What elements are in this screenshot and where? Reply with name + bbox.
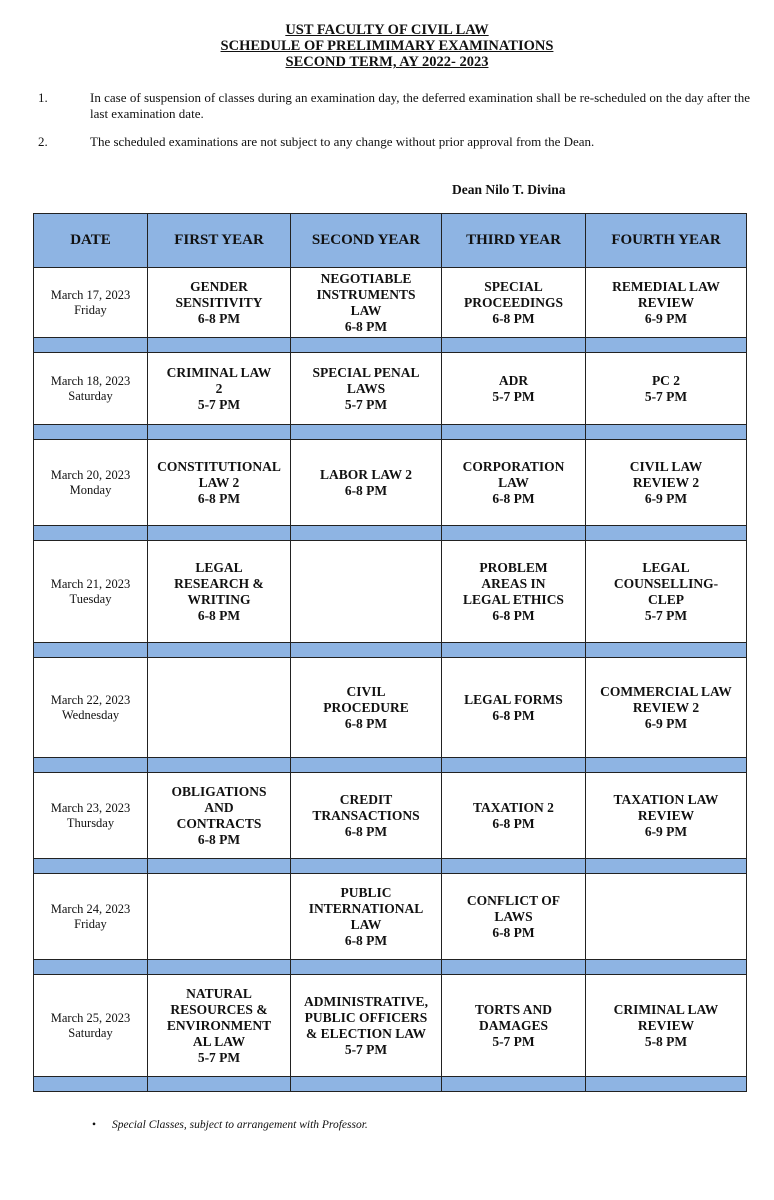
exam-time: 6-8 PM bbox=[197, 310, 241, 326]
document-header bbox=[0, 22, 774, 70]
first-year-cell bbox=[148, 874, 291, 960]
exam-time: 6-8 PM bbox=[344, 482, 388, 498]
separator-row bbox=[34, 758, 747, 773]
third-year-cell bbox=[442, 353, 586, 425]
footnote-text: Special Classes, subject to arrangement with Professor. bbox=[112, 1119, 368, 1131]
exam-time: 6-8 PM bbox=[492, 815, 535, 831]
separator-cell bbox=[148, 526, 291, 541]
exam-time: 6-8 PM bbox=[344, 932, 388, 948]
exam-time: 5-7 PM bbox=[197, 396, 241, 412]
date-cell bbox=[34, 268, 148, 338]
separator-cell bbox=[291, 758, 442, 773]
exam-day: Saturday bbox=[68, 388, 113, 403]
exam-date: March 21, 2023 bbox=[50, 576, 131, 591]
exam-time: 6-8 PM bbox=[344, 823, 388, 839]
subject-name: CIVIL LAW REVIEW 2 bbox=[629, 458, 703, 490]
second-year-cell bbox=[291, 658, 442, 758]
exam-date: March 22, 2023 bbox=[50, 692, 131, 707]
bullet-icon: • bbox=[92, 1119, 97, 1131]
exam-day: Saturday bbox=[68, 1025, 113, 1040]
exam-time: 5-7 PM bbox=[344, 396, 388, 412]
date-cell bbox=[34, 353, 148, 425]
third-year-cell bbox=[442, 773, 586, 859]
second-year-cell bbox=[291, 268, 442, 338]
note-text: In case of suspension of classes during an examination day, the deferred examination shall be re-scheduled on the day after the last examination date. bbox=[90, 90, 750, 121]
exam-time: 5-8 PM bbox=[644, 1033, 688, 1049]
subject-name: NEGOTIABLE INSTRUMENTS LAW bbox=[316, 270, 416, 318]
separator-row bbox=[34, 338, 747, 353]
date-cell bbox=[34, 541, 148, 643]
separator-cell bbox=[442, 1077, 586, 1092]
subject-name: CONFLICT OF LAWS bbox=[466, 892, 561, 924]
table-row bbox=[34, 658, 747, 758]
subject-name: LEGAL RESEARCH & WRITING bbox=[174, 559, 264, 607]
subject-name: REMEDIAL LAW REVIEW bbox=[612, 278, 720, 310]
notes-list bbox=[38, 90, 750, 162]
faculty-title: UST FACULTY OF CIVIL LAW bbox=[285, 22, 489, 38]
column-header-second-year: SECOND YEAR bbox=[291, 214, 442, 268]
term-title: SECOND TERM, AY 2022- 2023 bbox=[285, 54, 489, 70]
fourth-year-cell bbox=[586, 773, 747, 859]
table-row bbox=[34, 773, 747, 859]
separator-cell bbox=[442, 338, 586, 353]
exam-date: March 18, 2023 bbox=[50, 373, 131, 388]
exam-date: March 25, 2023 bbox=[50, 1010, 131, 1025]
subject-name: TAXATION LAW REVIEW bbox=[613, 791, 719, 823]
subject-name: TORTS AND DAMAGES bbox=[475, 1001, 552, 1033]
separator-cell bbox=[586, 425, 747, 440]
third-year-cell bbox=[442, 975, 586, 1077]
third-year-cell bbox=[442, 658, 586, 758]
separator-cell bbox=[586, 526, 747, 541]
separator-cell bbox=[34, 425, 148, 440]
separator-cell bbox=[291, 338, 442, 353]
exam-time: 5-7 PM bbox=[492, 1033, 535, 1049]
separator-cell bbox=[291, 960, 442, 975]
second-year-cell bbox=[291, 541, 442, 643]
date-cell bbox=[34, 874, 148, 960]
subject-name: TAXATION 2 bbox=[473, 799, 554, 815]
table-row bbox=[34, 268, 747, 338]
separator-cell bbox=[34, 960, 148, 975]
exam-time: 6-8 PM bbox=[197, 607, 241, 623]
separator-row bbox=[34, 859, 747, 874]
column-header-date: DATE bbox=[34, 214, 148, 268]
first-year-cell bbox=[148, 353, 291, 425]
exam-time: 6-8 PM bbox=[344, 318, 388, 334]
date-cell bbox=[34, 658, 148, 758]
exam-schedule-table bbox=[33, 213, 747, 1092]
exam-time: 6-8 PM bbox=[492, 924, 535, 940]
table-row bbox=[34, 440, 747, 526]
separator-cell bbox=[148, 643, 291, 658]
exam-day: Tuesday bbox=[69, 591, 112, 606]
table-row bbox=[34, 541, 747, 643]
fourth-year-cell bbox=[586, 658, 747, 758]
first-year-cell bbox=[148, 440, 291, 526]
subject-name: LEGAL FORMS bbox=[464, 691, 563, 707]
exam-time: 6-8 PM bbox=[492, 310, 535, 326]
second-year-cell bbox=[291, 975, 442, 1077]
first-year-cell bbox=[148, 975, 291, 1077]
separator-cell bbox=[442, 758, 586, 773]
fourth-year-cell bbox=[586, 353, 747, 425]
exam-time: 6-8 PM bbox=[492, 607, 535, 623]
separator-cell bbox=[442, 859, 586, 874]
separator-cell bbox=[586, 338, 747, 353]
first-year-cell bbox=[148, 773, 291, 859]
separator-cell bbox=[34, 643, 148, 658]
separator-cell bbox=[34, 758, 148, 773]
separator-cell bbox=[34, 1077, 148, 1092]
exam-date: March 17, 2023 bbox=[50, 287, 131, 302]
exam-time: 6-8 PM bbox=[492, 490, 535, 506]
separator-cell bbox=[586, 960, 747, 975]
exam-time: 6-8 PM bbox=[197, 490, 241, 506]
exam-date: March 23, 2023 bbox=[50, 800, 131, 815]
subject-name: NATURAL RESOURCES & ENVIRONMENT AL LAW bbox=[166, 985, 272, 1049]
exam-date: March 24, 2023 bbox=[50, 901, 131, 916]
separator-cell bbox=[291, 859, 442, 874]
third-year-cell bbox=[442, 541, 586, 643]
exam-day: Friday bbox=[74, 916, 107, 931]
third-year-cell bbox=[442, 874, 586, 960]
note-number: 1. bbox=[38, 90, 48, 105]
separator-cell bbox=[586, 758, 747, 773]
note-number: 2. bbox=[38, 134, 48, 149]
subject-name: SPECIAL PENAL LAWS bbox=[312, 364, 420, 396]
separator-cell bbox=[34, 338, 148, 353]
separator-cell bbox=[148, 1077, 291, 1092]
column-header-first-year: FIRST YEAR bbox=[148, 214, 291, 268]
separator-cell bbox=[34, 526, 148, 541]
exam-time: 6-8 PM bbox=[344, 715, 388, 731]
separator-cell bbox=[442, 960, 586, 975]
subject-name: ADMINISTRATIVE, PUBLIC OFFICERS & ELECTION LAW bbox=[304, 993, 428, 1041]
fourth-year-cell bbox=[586, 268, 747, 338]
subject-name: ADR bbox=[498, 372, 529, 388]
second-year-cell bbox=[291, 874, 442, 960]
signatory: Dean Nilo T. Divina bbox=[452, 182, 566, 197]
separator-cell bbox=[34, 859, 148, 874]
separator-cell bbox=[291, 1077, 442, 1092]
first-year-cell bbox=[148, 541, 291, 643]
exam-date: March 20, 2023 bbox=[50, 467, 131, 482]
separator-cell bbox=[148, 425, 291, 440]
subject-name: CONSTITUTIONAL LAW 2 bbox=[157, 458, 281, 490]
exam-day: Friday bbox=[74, 302, 107, 317]
separator-cell bbox=[148, 758, 291, 773]
column-header-third-year: THIRD YEAR bbox=[442, 214, 586, 268]
column-header-fourth-year: FOURTH YEAR bbox=[586, 214, 747, 268]
fourth-year-cell bbox=[586, 440, 747, 526]
separator-cell bbox=[442, 643, 586, 658]
separator-cell bbox=[291, 643, 442, 658]
schedule-title: SCHEDULE OF PRELIMIMARY EXAMINATIONS bbox=[220, 38, 554, 54]
separator-cell bbox=[148, 859, 291, 874]
subject-name: CORPORATION LAW bbox=[462, 458, 565, 490]
subject-name: LEGAL COUNSELLING- CLEP bbox=[613, 559, 719, 607]
second-year-cell bbox=[291, 353, 442, 425]
third-year-cell bbox=[442, 268, 586, 338]
third-year-cell bbox=[442, 440, 586, 526]
separator-row bbox=[34, 643, 747, 658]
note-item bbox=[38, 134, 750, 150]
exam-day: Wednesday bbox=[61, 707, 120, 722]
exam-time: 5-7 PM bbox=[197, 1049, 241, 1065]
table-header-row bbox=[34, 214, 747, 268]
exam-time: 6-8 PM bbox=[197, 831, 241, 847]
subject-name: PROBLEM AREAS IN LEGAL ETHICS bbox=[463, 559, 564, 607]
table-row bbox=[34, 353, 747, 425]
separator-cell bbox=[586, 643, 747, 658]
separator-cell bbox=[586, 1077, 747, 1092]
subject-name: CRIMINAL LAW 2 bbox=[166, 364, 272, 396]
exam-time: 6-9 PM bbox=[644, 715, 688, 731]
note-item bbox=[38, 90, 750, 122]
fourth-year-cell bbox=[586, 975, 747, 1077]
subject-name: GENDER SENSITIVITY bbox=[175, 278, 263, 310]
date-cell bbox=[34, 773, 148, 859]
subject-name: CRIMINAL LAW REVIEW bbox=[613, 1001, 719, 1033]
subject-name: SPECIAL PROCEEDINGS bbox=[463, 278, 563, 310]
second-year-cell bbox=[291, 440, 442, 526]
subject-name: LABOR LAW 2 bbox=[319, 466, 413, 482]
note-text: The scheduled examinations are not subject to any change without prior approval from the Dean. bbox=[90, 134, 595, 149]
exam-day: Thursday bbox=[66, 815, 115, 830]
exam-time: 5-7 PM bbox=[492, 388, 535, 404]
exam-time: 6-9 PM bbox=[644, 310, 688, 326]
separator-cell bbox=[291, 526, 442, 541]
exam-time: 6-8 PM bbox=[492, 707, 535, 723]
separator-row bbox=[34, 526, 747, 541]
separator-cell bbox=[291, 425, 442, 440]
subject-name: CIVIL PROCEDURE bbox=[323, 683, 409, 715]
exam-time: 5-7 PM bbox=[344, 1041, 388, 1057]
exam-time: 5-7 PM bbox=[644, 607, 688, 623]
first-year-cell bbox=[148, 658, 291, 758]
date-cell bbox=[34, 975, 148, 1077]
second-year-cell bbox=[291, 773, 442, 859]
subject-name: CREDIT TRANSACTIONS bbox=[312, 791, 420, 823]
table-row bbox=[34, 874, 747, 960]
exam-time: 5-7 PM bbox=[644, 388, 688, 404]
exam-time: 6-9 PM bbox=[644, 823, 688, 839]
separator-cell bbox=[148, 960, 291, 975]
exam-time: 6-9 PM bbox=[644, 490, 688, 506]
table-row bbox=[34, 975, 747, 1077]
separator-row bbox=[34, 1077, 747, 1092]
subject-name: OBLIGATIONS AND CONTRACTS bbox=[171, 783, 267, 831]
separator-cell bbox=[148, 338, 291, 353]
footnote bbox=[92, 1119, 368, 1131]
fourth-year-cell bbox=[586, 874, 747, 960]
separator-row bbox=[34, 960, 747, 975]
separator-cell bbox=[586, 859, 747, 874]
date-cell bbox=[34, 440, 148, 526]
separator-cell bbox=[442, 425, 586, 440]
separator-cell bbox=[442, 526, 586, 541]
subject-name: PUBLIC INTERNATIONAL LAW bbox=[308, 884, 424, 932]
exam-day: Monday bbox=[69, 482, 112, 497]
subject-name: COMMERCIAL LAW REVIEW 2 bbox=[600, 683, 732, 715]
first-year-cell bbox=[148, 268, 291, 338]
separator-row bbox=[34, 425, 747, 440]
subject-name: PC 2 bbox=[651, 372, 681, 388]
fourth-year-cell bbox=[586, 541, 747, 643]
